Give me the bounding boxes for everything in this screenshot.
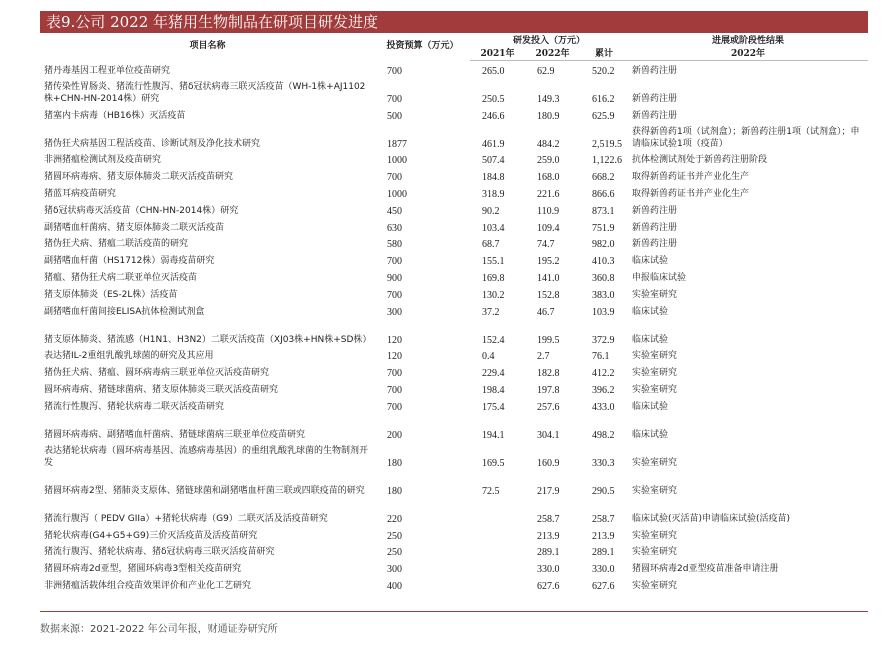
rd-cumulative-cell: 258.7 <box>592 513 615 525</box>
budget-cell: 220 <box>387 513 402 525</box>
project-name-cell: 猪蓝耳病疫苗研究 <box>44 188 117 199</box>
rd-2021-cell: 169.5 <box>482 457 505 469</box>
progress-cell: 实验室研究 <box>632 485 678 496</box>
project-name-cell: 猪圆环病毒病、猪支原体肺炎二联灭活疫苗研究 <box>44 172 234 183</box>
rd-2021-cell: 169.8 <box>482 272 505 284</box>
table-row <box>40 559 868 576</box>
header-rd-input: 研发投入（万元） <box>513 35 586 46</box>
table-row <box>40 525 868 542</box>
rd-2022-cell: 257.6 <box>537 401 560 413</box>
table-row <box>40 167 868 184</box>
rd-2021-cell: 318.9 <box>482 188 505 200</box>
rd-cumulative-cell: 290.5 <box>592 485 615 497</box>
budget-cell: 120 <box>387 351 402 363</box>
rd-2022-cell: 258.7 <box>537 513 560 525</box>
project-name-cell: 猪伪狂犬病、猪瘟二联活疫苗的研究 <box>44 239 189 250</box>
rd-2021-cell <box>470 559 525 576</box>
rd-2022-cell: 74.7 <box>537 239 555 251</box>
table-title: 表9.公司 2022 年猪用生物制品在研项目研发进度 <box>40 11 868 33</box>
project-name-cell: 猪传染性胃肠炎、猪流行性腹泻、猪δ冠状病毒三联灭活疫苗（WH-1株+AJ1102株+CHN-HN-2014株）研究 <box>44 82 366 104</box>
progress-cell: 获得新兽药1项（试剂盒）；新兽药注册1项（试剂盒）；申请临床试验1项（疫苗） <box>632 127 860 149</box>
rd-2021-cell: 250.5 <box>482 93 505 105</box>
progress-cell: 新兽药注册 <box>632 65 678 76</box>
rd-2022-cell: 199.5 <box>537 334 560 346</box>
progress-cell: 临床试验 <box>632 429 669 440</box>
table-row <box>40 61 868 78</box>
progress-cell: 临床试验 <box>632 256 669 267</box>
progress-cell: 实验室研究 <box>632 384 678 395</box>
budget-cell: 700 <box>387 172 402 184</box>
table-row <box>40 363 868 380</box>
budget-cell: 1000 <box>387 188 407 200</box>
table-row <box>40 251 868 268</box>
table-row <box>40 77 868 105</box>
header-2021: 2021年 <box>470 47 525 61</box>
budget-cell: 180 <box>387 485 402 497</box>
rd-cumulative-cell: 330.3 <box>592 457 615 469</box>
budget-cell: 700 <box>387 401 402 413</box>
progress-cell: 实验室研究 <box>632 289 678 300</box>
rd-2021-cell: 103.4 <box>482 222 505 234</box>
rd-2022-cell: 289.1 <box>537 547 560 559</box>
header-cumulative: 累计 <box>580 47 628 61</box>
budget-cell: 700 <box>387 289 402 301</box>
rd-2022-cell: 141.0 <box>537 272 560 284</box>
budget-cell: 300 <box>387 564 402 576</box>
rd-2021-cell: 152.4 <box>482 334 505 346</box>
rd-cumulative-cell: 520.2 <box>592 65 615 77</box>
table-row <box>40 497 868 525</box>
rd-cumulative-cell: 396.2 <box>592 384 615 396</box>
budget-cell: 580 <box>387 239 402 251</box>
project-name-cell: 副猪嗜血杆菌（HS1712株）弱毒疫苗研究 <box>44 256 215 267</box>
progress-cell: 实验室研究 <box>632 457 678 468</box>
budget-cell: 300 <box>387 306 402 318</box>
progress-cell: 实验室研究 <box>632 351 678 362</box>
rd-2021-cell <box>470 542 525 559</box>
progress-cell: 取得新兽药证书并产业化生产 <box>632 188 750 199</box>
table-row <box>40 318 868 346</box>
rd-2021-cell <box>470 525 525 542</box>
rd-cumulative-cell: 668.2 <box>592 172 615 184</box>
progress-cell: 新兽药注册 <box>632 110 678 121</box>
progress-cell: 临床试验(灭活苗)申请临床试验(活疫苗) <box>632 513 791 524</box>
progress-cell: 新兽药注册 <box>632 239 678 250</box>
rd-2022-cell: 2.7 <box>537 351 550 363</box>
header-budget: 投资预算（万元） <box>386 41 459 51</box>
budget-cell: 700 <box>387 256 402 268</box>
header-project-name: 项目名称 <box>189 41 226 51</box>
rd-cumulative-cell: 625.9 <box>592 110 615 122</box>
rd-2021-cell: 184.8 <box>482 172 505 184</box>
rd-2022-cell: 168.0 <box>537 172 560 184</box>
project-name-cell: 猪伪狂犬病、猪瘟、圆环病毒病三联亚单位灭活疫苗研究 <box>44 368 270 379</box>
rd-cumulative-cell: 2,519.5 <box>592 138 622 150</box>
rd-2021-cell: 507.4 <box>482 155 505 167</box>
rd-2022-cell: 627.6 <box>537 580 560 592</box>
table-row <box>40 396 868 413</box>
table-row <box>40 200 868 217</box>
project-name-cell: 猪流行腹泻（ PEDV GIIa）+猪轮状病毒（G9）二联灭活及活疫苗研究 <box>44 513 328 524</box>
table-row <box>40 301 868 318</box>
budget-cell: 180 <box>387 457 402 469</box>
table-row <box>40 542 868 559</box>
rd-2021-cell: 265.0 <box>482 65 505 77</box>
rd-cumulative-cell: 410.3 <box>592 256 615 268</box>
rd-cumulative-cell: 616.2 <box>592 93 615 105</box>
rd-2022-cell: 330.0 <box>537 564 560 576</box>
rd-2022-cell: 213.9 <box>537 530 560 542</box>
rd-2021-cell: 68.7 <box>482 239 500 251</box>
table-row <box>40 413 868 441</box>
project-name-cell: 副猪嗜血杆菌病、猪支原体肺炎二联灭活疫苗 <box>44 222 225 233</box>
header-progress: 进展或阶段性结果 <box>712 35 785 46</box>
progress-cell: 猪圆环病毒2d亚型疫苗准备申请注册 <box>632 564 779 575</box>
rd-cumulative-cell: 627.6 <box>592 580 615 592</box>
project-name-cell: 猪伪狂犬病基因工程活疫苗、诊断试剂及净化技术研究 <box>44 138 261 149</box>
rd-2022-cell: 484.2 <box>537 138 560 150</box>
budget-cell: 700 <box>387 384 402 396</box>
rd-2022-cell: 149.3 <box>537 93 560 105</box>
progress-cell: 新兽药注册 <box>632 93 678 104</box>
rd-cumulative-cell: 372.9 <box>592 334 615 346</box>
table-row <box>40 184 868 201</box>
budget-cell: 700 <box>387 93 402 105</box>
table-row <box>40 217 868 234</box>
budget-cell: 500 <box>387 110 402 122</box>
rd-2022-cell: 195.2 <box>537 256 560 268</box>
rd-cumulative-cell: 751.9 <box>592 222 615 234</box>
table-row <box>40 150 868 167</box>
budget-cell: 250 <box>387 530 402 542</box>
rd-2021-cell: 0.4 <box>482 351 495 363</box>
table-row <box>40 105 868 122</box>
table-row <box>40 346 868 363</box>
project-name-cell: 非洲猪瘟检测试剂及疫苗研究 <box>44 155 162 166</box>
rd-2021-cell: 155.1 <box>482 256 505 268</box>
table-row <box>40 380 868 397</box>
progress-cell: 实验室研究 <box>632 368 678 379</box>
progress-cell: 新兽药注册 <box>632 222 678 233</box>
project-name-cell: 非洲猪瘟活载体组合疫苗效果评价和产业化工艺研究 <box>44 580 252 591</box>
header-2022: 2022年 <box>525 47 580 61</box>
progress-cell: 实验室研究 <box>632 547 678 558</box>
rd-cumulative-cell: 412.2 <box>592 368 615 380</box>
budget-cell: 450 <box>387 205 402 217</box>
budget-cell: 400 <box>387 580 402 592</box>
budget-cell: 700 <box>387 65 402 77</box>
rd-2021-cell: 37.2 <box>482 306 500 318</box>
rd-2022-cell: 304.1 <box>537 429 560 441</box>
rd-2021-cell: 229.4 <box>482 368 505 380</box>
project-name-cell: 猪圆环病毒2d亚型，猪圆环病毒3型相关疫苗研究 <box>44 564 242 575</box>
rd-cumulative-cell: 383.0 <box>592 289 615 301</box>
rd-2022-cell: 182.8 <box>537 368 560 380</box>
rd-cumulative-cell: 433.0 <box>592 401 615 413</box>
table-row <box>40 441 868 469</box>
progress-cell: 取得新兽药证书并产业化生产 <box>632 172 750 183</box>
rd-cumulative-cell: 360.8 <box>592 272 615 284</box>
budget-cell: 700 <box>387 368 402 380</box>
source-note: 数据来源：2021-2022 年公司年报，财通证券研究所 <box>40 624 278 635</box>
progress-cell: 实验室研究 <box>632 530 678 541</box>
rd-2022-cell: 160.9 <box>537 457 560 469</box>
rd-cumulative-cell: 866.6 <box>592 188 615 200</box>
project-name-cell: 猪瘟、猪伪狂犬病二联亚单位灭活疫苗 <box>44 272 198 283</box>
rd-cumulative-cell: 330.0 <box>592 564 615 576</box>
rd-cumulative-cell: 982.0 <box>592 239 615 251</box>
project-name-cell: 猪圆环病毒病、副猪嗜血杆菌病、猪链球菌病三联亚单位疫苗研究 <box>44 429 306 440</box>
rd-2022-cell: 110.9 <box>537 205 560 217</box>
project-name-cell: 表达猪IL-2重组乳酸乳球菌的研究及其应用 <box>44 351 214 362</box>
rd-2022-cell: 197.8 <box>537 384 560 396</box>
project-name-cell: 猪塞内卡病毒（HB16株）灭活疫苗 <box>44 110 186 121</box>
rd-cumulative-cell: 289.1 <box>592 547 615 559</box>
rd-2022-cell: 221.6 <box>537 188 560 200</box>
project-name-cell: 猪圆环病毒2型、猪肺炎支原体、猪链球菌和副猪嗜血杆菌三联或四联疫苗的研究 <box>44 485 365 496</box>
rd-cumulative-cell: 213.9 <box>592 530 615 542</box>
rd-2021-cell: 175.4 <box>482 401 505 413</box>
project-name-cell: 猪δ冠状病毒灭活疫苗（CHN-HN-2014株）研究 <box>44 205 239 216</box>
rd-2021-cell: 194.1 <box>482 429 505 441</box>
table-row <box>40 284 868 301</box>
rd-2021-cell: 130.2 <box>482 289 505 301</box>
budget-cell: 1877 <box>387 138 407 150</box>
rd-2022-cell: 259.0 <box>537 155 560 167</box>
progress-cell: 抗体检测试剂处于新兽药注册阶段 <box>632 155 768 166</box>
project-name-cell: 猪丹毒基因工程亚单位疫苗研究 <box>44 65 171 76</box>
progress-cell: 临床试验 <box>632 306 669 317</box>
rd-2021-cell <box>470 497 525 525</box>
rd-cumulative-cell: 498.2 <box>592 429 615 441</box>
project-name-cell: 猪轮状病毒(G4+G5+G9)三价灭活疫苗及活疫苗研究 <box>44 530 258 541</box>
progress-cell: 临床试验 <box>632 401 669 412</box>
progress-cell: 临床试验 <box>632 334 669 345</box>
budget-cell: 200 <box>387 429 402 441</box>
rd-2021-cell: 461.9 <box>482 138 505 150</box>
table-row <box>40 234 868 251</box>
project-name-cell: 猪流行性腹泻、猪轮状病毒二联灭活疫苗研究 <box>44 401 225 412</box>
progress-cell: 实验室研究 <box>632 580 678 591</box>
rd-progress-table <box>40 33 868 592</box>
header-progress-year: 2022年 <box>628 47 868 61</box>
rd-cumulative-cell: 873.1 <box>592 205 615 217</box>
rd-2022-cell: 180.9 <box>537 110 560 122</box>
table-row <box>40 469 868 497</box>
rd-2021-cell: 198.4 <box>482 384 505 396</box>
rd-2021-cell: 72.5 <box>482 485 500 497</box>
budget-cell: 120 <box>387 334 402 346</box>
table-row <box>40 576 868 593</box>
project-name-cell: 圆环病毒病、猪链球菌病、猪支原体肺炎三联灭活疫苗研究 <box>44 384 279 395</box>
rd-2022-cell: 152.8 <box>537 289 560 301</box>
rd-cumulative-cell: 1,122.6 <box>592 155 622 167</box>
rd-2022-cell: 62.9 <box>537 65 555 77</box>
budget-cell: 250 <box>387 547 402 559</box>
rd-2022-cell: 46.7 <box>537 306 555 318</box>
table-row <box>40 268 868 285</box>
budget-cell: 1000 <box>387 155 407 167</box>
rd-2022-cell: 109.4 <box>537 222 560 234</box>
project-name-cell: 表达猪轮状病毒（圆环病毒基因、流感病毒基因）的重组乳酸乳球菌的生物制剂开发 <box>44 446 369 468</box>
project-name-cell: 猪流行腹泻、猪轮状病毒、猪δ冠状病毒三联灭活疫苗研究 <box>44 547 275 558</box>
rd-cumulative-cell: 103.9 <box>592 306 615 318</box>
progress-cell: 新兽药注册 <box>632 205 678 216</box>
project-name-cell: 猪支原体肺炎（ES-2L株）活疫苗 <box>44 289 178 300</box>
project-name-cell: 猪支原体肺炎、猪流感（H1N1、H3N2）二联灭活疫苗（XJ03株+HN株+SD株） <box>44 334 372 345</box>
rd-2021-cell: 90.2 <box>482 205 500 217</box>
project-name-cell: 副猪嗜血杆菌间接ELISA抗体检测试剂盒 <box>44 306 205 317</box>
rd-2022-cell: 217.9 <box>537 485 560 497</box>
table-bottom-rule <box>40 611 868 612</box>
rd-2021-cell: 246.6 <box>482 110 505 122</box>
progress-cell: 申报临床试验 <box>632 272 687 283</box>
budget-cell: 900 <box>387 272 402 284</box>
budget-cell: 630 <box>387 222 402 234</box>
table-row <box>40 122 868 150</box>
rd-2021-cell <box>470 576 525 593</box>
rd-cumulative-cell: 76.1 <box>592 351 610 363</box>
